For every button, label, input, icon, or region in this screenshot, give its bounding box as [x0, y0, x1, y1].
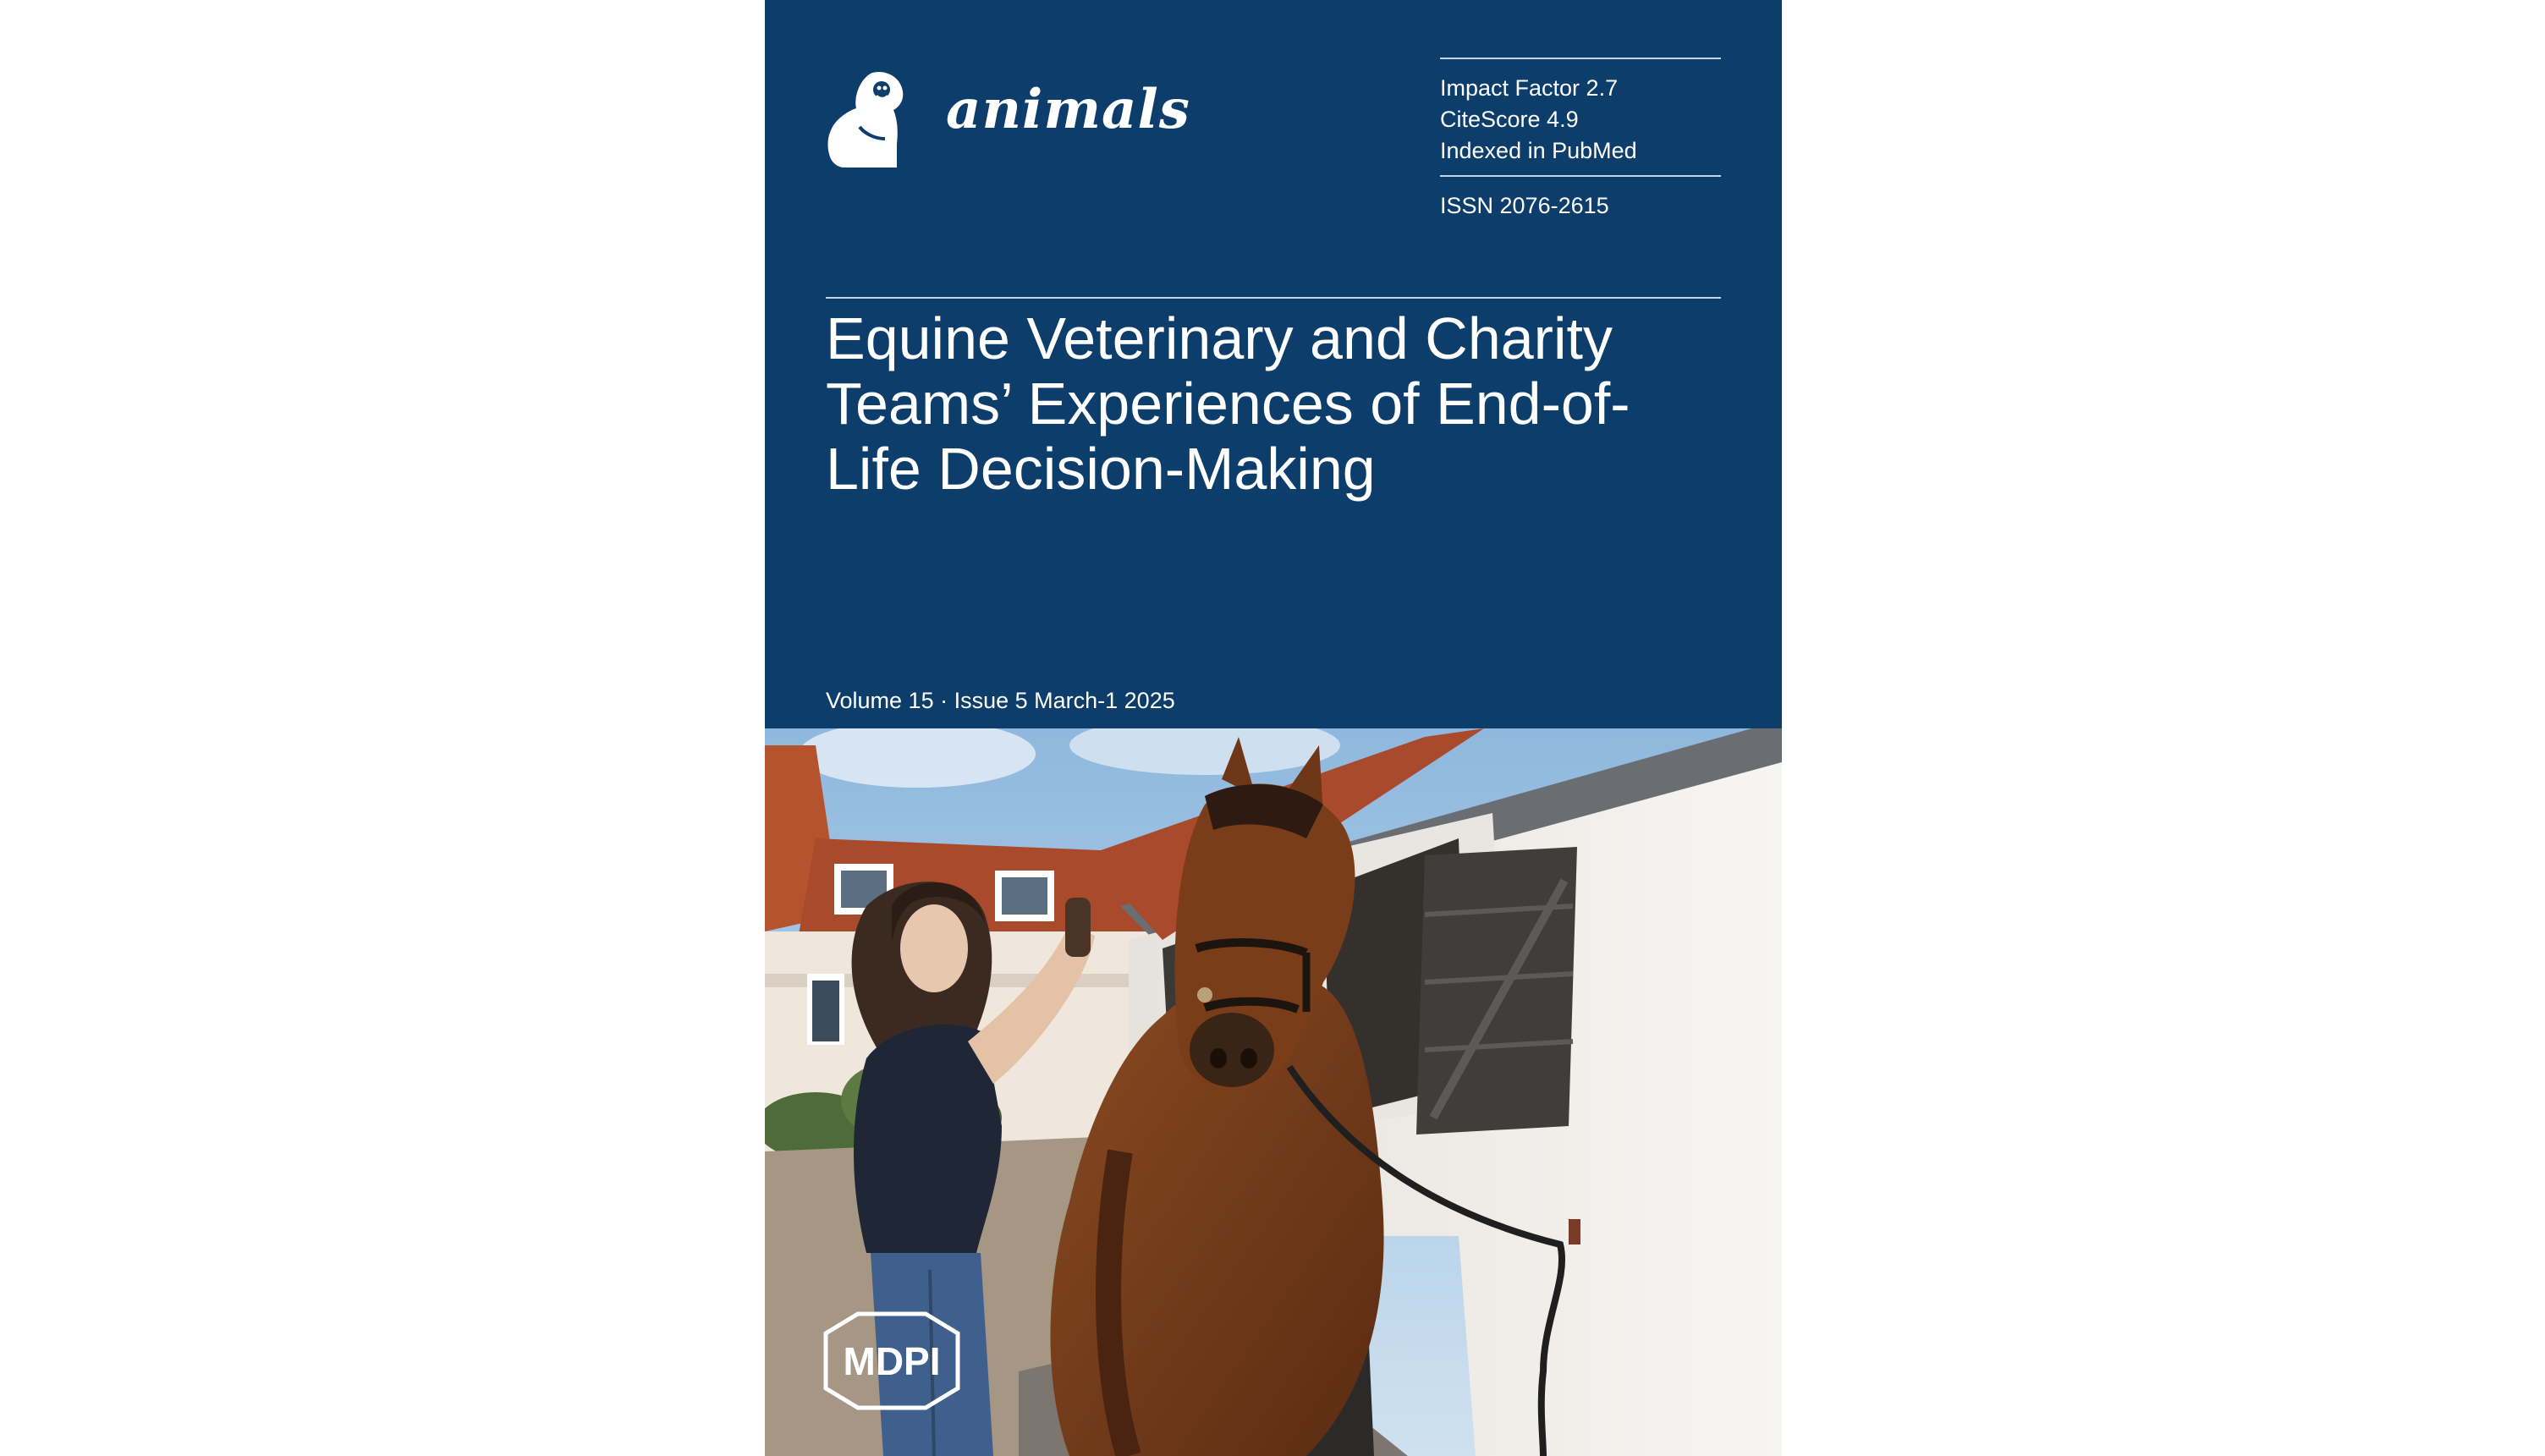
primate-silhouette-icon: [826, 68, 910, 169]
issn: ISSN 2076-2615: [1440, 175, 1721, 222]
cover-photo-illustration: [765, 728, 1782, 1456]
article-title-line: Teams’ Experiences of End-of-: [826, 371, 1630, 437]
volume-issue: Volume 15 · Issue 5 March-1 2025: [826, 688, 1175, 713]
stable-shutter: [1416, 847, 1577, 1135]
cover-photo: [765, 728, 1782, 1456]
mdpi-logo-text: MDPI: [843, 1339, 941, 1383]
journal-metrics: [1440, 58, 1721, 222]
title-divider: [826, 297, 1721, 299]
cover-header-panel: [765, 0, 1782, 728]
article-title: [826, 306, 1723, 502]
impact-factor: Impact Factor 2.7: [1440, 75, 1619, 101]
journal-cover: [765, 0, 1782, 1456]
article-title-line: Equine Veterinary and Charity: [826, 305, 1613, 371]
journal-name: animals: [946, 78, 1190, 141]
article-title-line: Life Decision-Making: [826, 436, 1376, 502]
indexing-note: Indexed in PubMed: [1440, 138, 1637, 163]
tie-ring: [1569, 1219, 1580, 1244]
citescore: CiteScore 4.9: [1440, 107, 1579, 132]
